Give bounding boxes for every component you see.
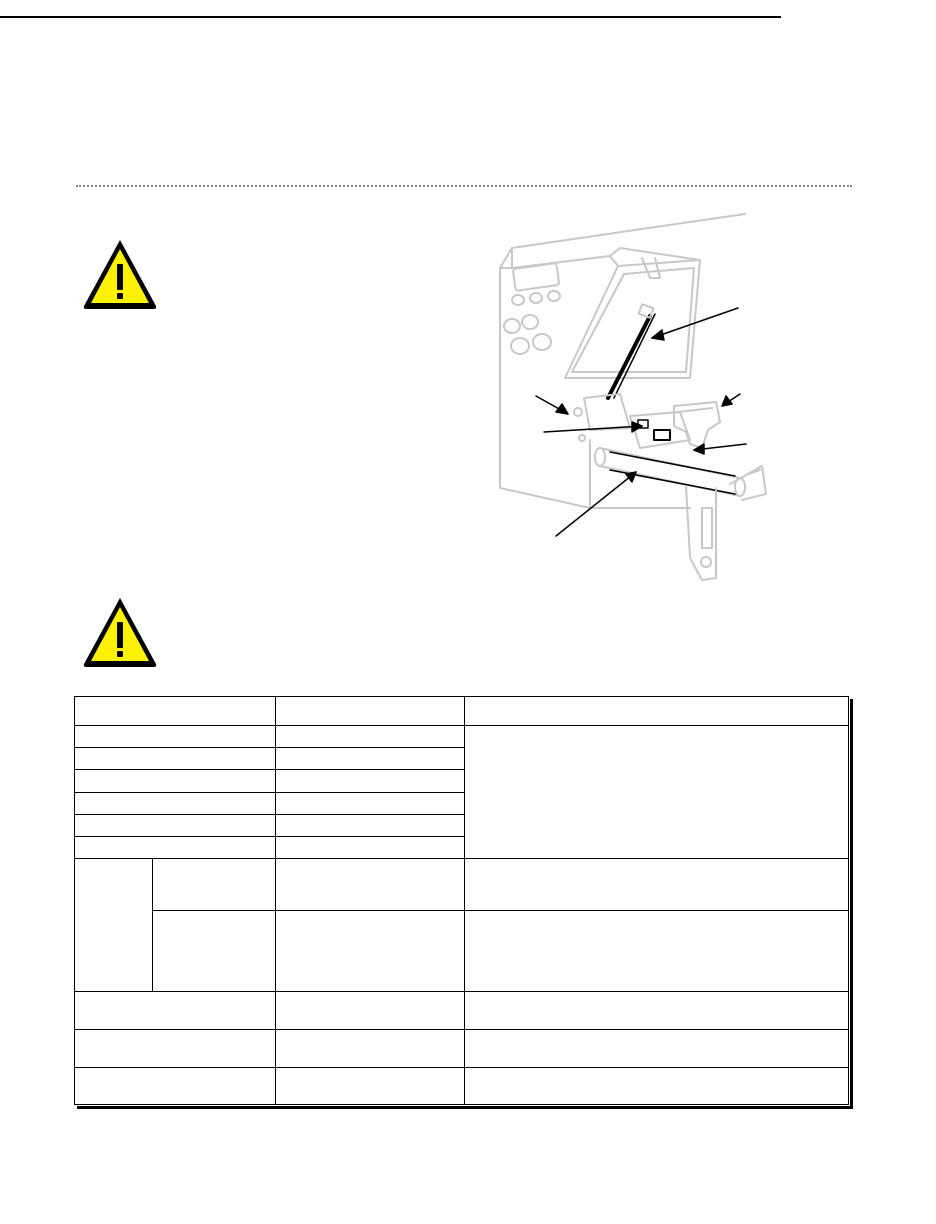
table-cell: [465, 911, 849, 992]
table-cell: [75, 815, 276, 837]
table-cell: [75, 1030, 276, 1068]
table-cell: [465, 726, 849, 859]
table-cell: [276, 1068, 465, 1105]
table-row: [75, 1030, 849, 1068]
table-cell: [276, 911, 465, 992]
table-cell: [465, 1068, 849, 1105]
table-cell: [75, 837, 276, 859]
table-cell: [276, 992, 465, 1030]
table-cell: [465, 859, 849, 911]
header-rule: [0, 16, 781, 18]
table-cell: [276, 815, 465, 837]
table-row: [75, 859, 849, 911]
warning-triangle-icon: [80, 594, 160, 670]
table-cell: [276, 770, 465, 793]
table-cell: [465, 992, 849, 1030]
table-row: [75, 992, 849, 1030]
table-cell: [75, 992, 276, 1030]
table-cell: [75, 770, 276, 793]
table-header-cell: [465, 697, 849, 726]
table-cell: [75, 1068, 276, 1105]
table-header-cell: [276, 697, 465, 726]
table-cell: [75, 859, 153, 992]
table-header-row: [75, 697, 849, 726]
table-row: [75, 1068, 849, 1105]
warning-triangle-icon: [80, 236, 160, 312]
table-cell: [153, 859, 276, 911]
table-cell: [276, 859, 465, 911]
table-cell: [276, 1030, 465, 1068]
table-cell: [153, 911, 276, 992]
table-cell: [276, 837, 465, 859]
table-row: [75, 911, 849, 992]
table-cell: [276, 748, 465, 770]
table-row: [75, 726, 849, 748]
table-cell: [276, 726, 465, 748]
table-header-cell: [75, 697, 276, 726]
table-cell: [75, 748, 276, 770]
printer-illustration: [490, 208, 780, 584]
table-cell: [465, 1030, 849, 1068]
section-divider: [76, 185, 852, 187]
table-cell: [75, 726, 276, 748]
cleaning-schedule-table: [74, 696, 850, 1106]
table-cell: [75, 793, 276, 815]
table-cell: [276, 793, 465, 815]
